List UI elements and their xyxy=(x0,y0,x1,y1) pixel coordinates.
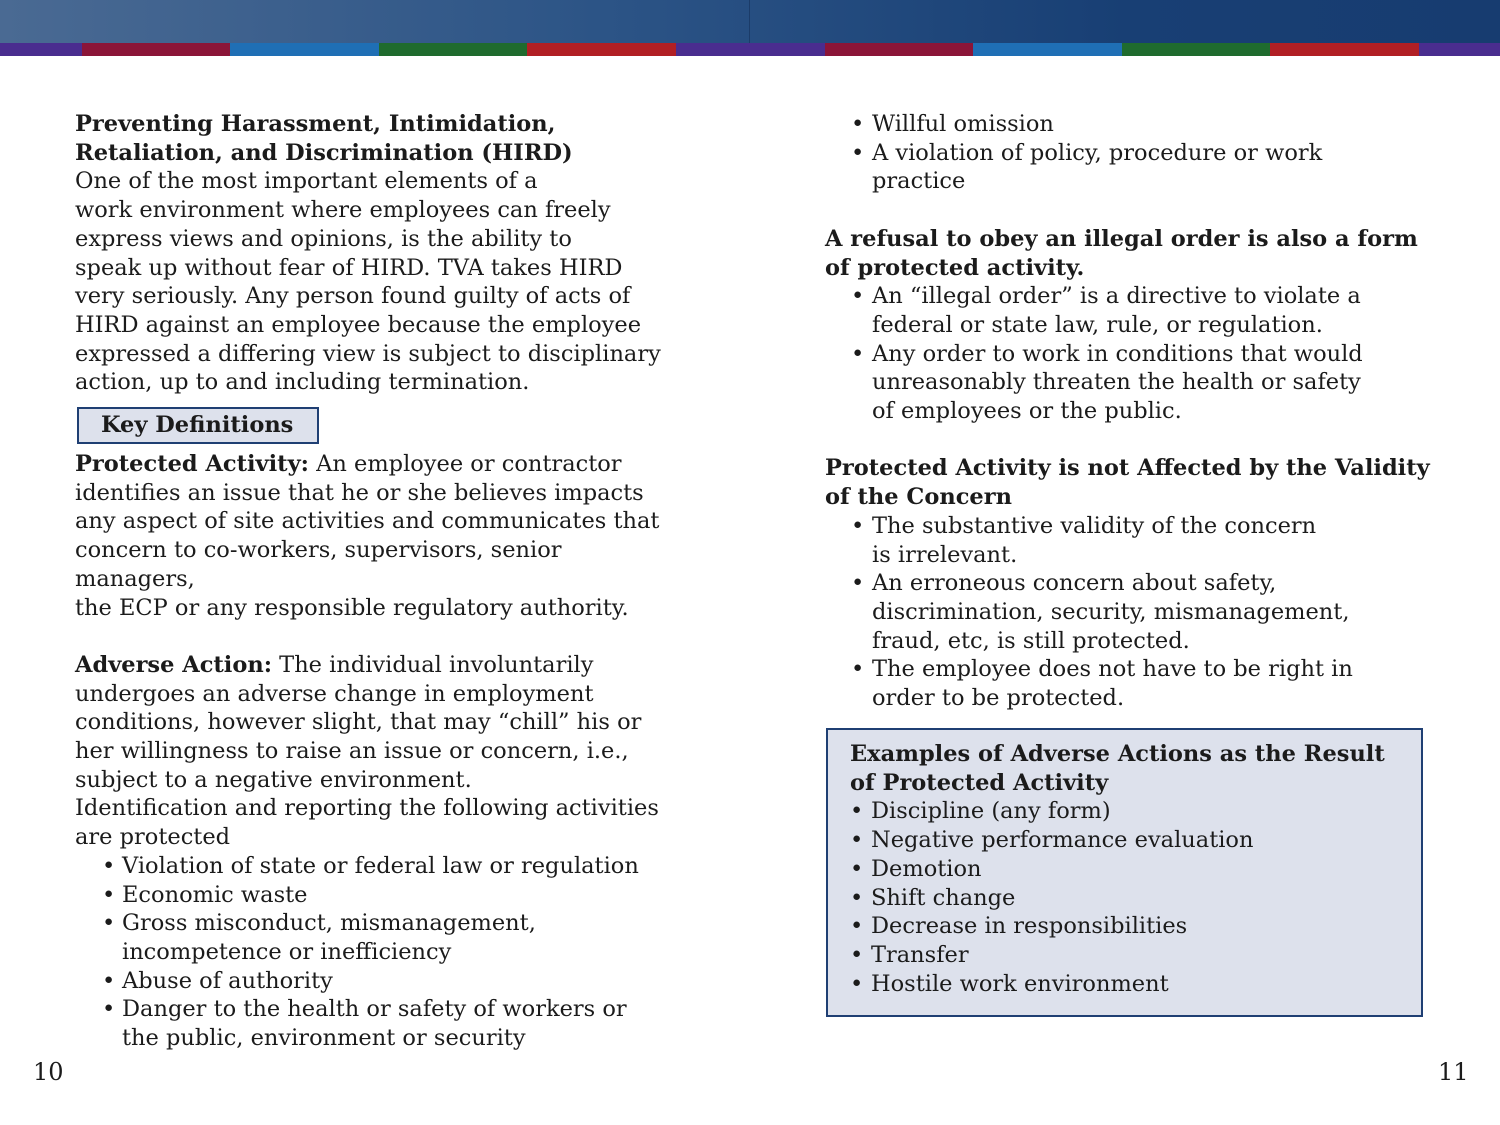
definition-line: are protected xyxy=(75,824,231,851)
bullet-icon: • xyxy=(851,656,865,683)
bullet-icon: • xyxy=(850,855,864,882)
title-line: of Protected Activity xyxy=(850,769,1109,796)
list-item xyxy=(850,884,1401,913)
intro-line: work environment where employees can freely xyxy=(75,197,611,224)
title-line: Examples of Adverse Actions as the Result xyxy=(850,741,1385,767)
list-item-text: Abuse of authority xyxy=(122,967,333,994)
list-item-text: is irrelevant. xyxy=(872,541,1018,568)
bullet-icon: • xyxy=(850,884,864,911)
banner-divider xyxy=(749,0,750,43)
definition-line: Identification and reporting the following activities xyxy=(75,795,659,822)
color-stripe xyxy=(527,43,676,56)
list-item-text: The substantive validity of the concern xyxy=(872,512,1317,539)
list-item-text: Any order to work in conditions that would xyxy=(872,340,1363,367)
list-item xyxy=(850,970,1401,999)
illegal-order-list xyxy=(825,282,1430,426)
list-item-text: of employees or the public. xyxy=(872,398,1182,425)
bullet-icon: • xyxy=(851,340,865,367)
bullet-icon: • xyxy=(851,111,865,137)
bullet-icon: • xyxy=(850,827,864,854)
examples-box-title xyxy=(850,740,1401,797)
hird-intro xyxy=(75,167,685,397)
list-item-text: Gross misconduct, mismanagement, xyxy=(122,910,536,937)
list-item-text: discrimination, security, mismanagement, xyxy=(872,598,1350,625)
list-item xyxy=(825,282,1430,339)
heading-line: A refusal to obey an illegal order is also a form xyxy=(825,225,1418,252)
color-stripe xyxy=(1270,43,1419,56)
color-stripe xyxy=(82,43,230,56)
list-item xyxy=(850,855,1401,884)
heading-line: of protected activity. xyxy=(825,254,1085,281)
list-item-text: federal or state law, rule, or regulation. xyxy=(872,311,1323,338)
list-item-text: The employee does not have to be right in xyxy=(872,656,1353,683)
list-item-text: Demotion xyxy=(871,855,982,882)
list-item xyxy=(825,512,1430,569)
hird-heading xyxy=(75,110,685,167)
protected-activity-definition xyxy=(75,450,685,622)
list-item-text: Transfer xyxy=(871,941,969,968)
list-item-text: Economic waste xyxy=(122,881,308,908)
list-item xyxy=(825,569,1430,655)
color-stripe xyxy=(379,43,527,56)
bullet-icon: • xyxy=(850,970,864,997)
color-stripe-bar xyxy=(0,43,1500,56)
intro-line: One of the most important elements of a xyxy=(75,168,538,195)
adverse-actions-examples-box xyxy=(826,728,1423,1017)
list-item-text: the public, environment or security xyxy=(122,1025,526,1052)
intro-line: HIRD against an employee because the employee xyxy=(75,311,642,338)
list-item-text: An erroneous concern about safety, xyxy=(872,570,1277,597)
adverse-action-term: Adverse Action: xyxy=(75,651,273,678)
list-item-text: A violation of policy, procedure or work xyxy=(872,139,1323,166)
bullet-icon: • xyxy=(850,798,864,825)
list-item-text: Hostile work environment xyxy=(871,970,1169,997)
list-item-text: Decrease in responsibilities xyxy=(871,913,1188,940)
list-item xyxy=(75,881,685,910)
definition-line: An employee or contractor xyxy=(308,451,622,478)
header-banner xyxy=(0,0,1500,43)
definition-line: identifies an issue that he or she believes impacts xyxy=(75,479,644,506)
examples-list xyxy=(850,797,1401,998)
protected-activities-list xyxy=(75,852,685,1053)
hird-heading-line-2: Retaliation, and Discrimination (HIRD) xyxy=(75,139,573,166)
intro-line: very seriously. Any person found guilty of acts of xyxy=(75,283,631,310)
definition-line: The individual involuntarily xyxy=(272,651,594,678)
list-item xyxy=(825,110,1430,139)
adverse-action-definition xyxy=(75,651,685,852)
heading-line: Protected Activity is not Affected by the Validity xyxy=(825,455,1430,482)
definition-line: conditions, however slight, that may “chill” his or xyxy=(75,709,642,736)
definition-line: concern to co-workers, supervisors, senior managers, xyxy=(75,537,562,592)
color-stripe xyxy=(1419,43,1500,56)
page-number-right: 11 xyxy=(1438,1058,1469,1086)
bullet-icon: • xyxy=(102,852,116,879)
list-item xyxy=(850,797,1401,826)
bullet-icon: • xyxy=(851,139,865,166)
list-item xyxy=(850,826,1401,855)
list-item xyxy=(850,912,1401,941)
left-page xyxy=(75,110,685,1053)
list-item-text: Willful omission xyxy=(872,111,1054,137)
list-item-text: incompetence or inefficiency xyxy=(122,938,452,965)
continued-activities-list xyxy=(825,110,1430,196)
list-item-text: Discipline (any form) xyxy=(871,798,1111,825)
validity-heading xyxy=(825,454,1430,511)
list-item-text: An “illegal order” is a directive to violate a xyxy=(872,283,1361,310)
list-item xyxy=(825,340,1430,426)
page-number-left: 10 xyxy=(33,1058,64,1086)
list-item-text: fraud, etc, is still protected. xyxy=(872,627,1190,654)
list-item-text: Shift change xyxy=(871,884,1016,911)
definition-line: subject to a negative environment. xyxy=(75,766,472,793)
intro-line: express views and opinions, is the ability to xyxy=(75,225,572,252)
bullet-icon: • xyxy=(850,913,864,940)
bullet-icon: • xyxy=(102,996,116,1023)
bullet-icon: • xyxy=(102,967,116,994)
list-item-text: Negative performance evaluation xyxy=(871,827,1254,854)
color-stripe xyxy=(1122,43,1270,56)
bullet-icon: • xyxy=(102,910,116,937)
bullet-icon: • xyxy=(850,941,864,968)
list-item-text: unreasonably threaten the health or safety xyxy=(872,369,1361,396)
list-item xyxy=(75,852,685,881)
list-item xyxy=(850,941,1401,970)
list-item-text: practice xyxy=(872,168,966,195)
intro-line: speak up without fear of HIRD. TVA takes HIRD xyxy=(75,254,623,281)
right-page xyxy=(825,110,1430,713)
color-stripe xyxy=(676,43,825,56)
color-stripe xyxy=(230,43,379,56)
bullet-icon: • xyxy=(851,512,865,539)
list-item xyxy=(825,655,1430,712)
list-item xyxy=(75,995,685,1052)
definition-line: undergoes an adverse change in employment xyxy=(75,680,594,707)
list-item-text: Violation of state or federal law or regulation xyxy=(122,852,639,879)
color-stripe xyxy=(825,43,973,56)
validity-list xyxy=(825,512,1430,713)
definition-line: her willingness to raise an issue or concern, i.e., xyxy=(75,738,629,765)
intro-line: action, up to and including termination. xyxy=(75,369,530,396)
bullet-icon: • xyxy=(851,570,865,597)
list-item-text: order to be protected. xyxy=(872,685,1125,712)
key-definitions-label: Key Definitions xyxy=(77,407,319,444)
definition-line: any aspect of site activities and communicates that xyxy=(75,508,660,535)
hird-heading-line-1: Preventing Harassment, Intimidation, xyxy=(75,111,556,137)
illegal-order-heading xyxy=(825,225,1430,282)
bullet-icon: • xyxy=(102,881,116,908)
color-stripe xyxy=(973,43,1122,56)
color-stripe xyxy=(0,43,82,56)
list-item xyxy=(75,967,685,996)
list-item-text: Danger to the health or safety of workers or xyxy=(122,996,627,1023)
list-item xyxy=(75,909,685,966)
list-item xyxy=(825,139,1430,196)
heading-line: of the Concern xyxy=(825,484,1012,511)
bullet-icon: • xyxy=(851,283,865,310)
intro-line: expressed a differing view is subject to disciplinary xyxy=(75,340,661,367)
protected-activity-term: Protected Activity: xyxy=(75,451,309,478)
definition-line: the ECP or any responsible regulatory authority. xyxy=(75,594,629,621)
